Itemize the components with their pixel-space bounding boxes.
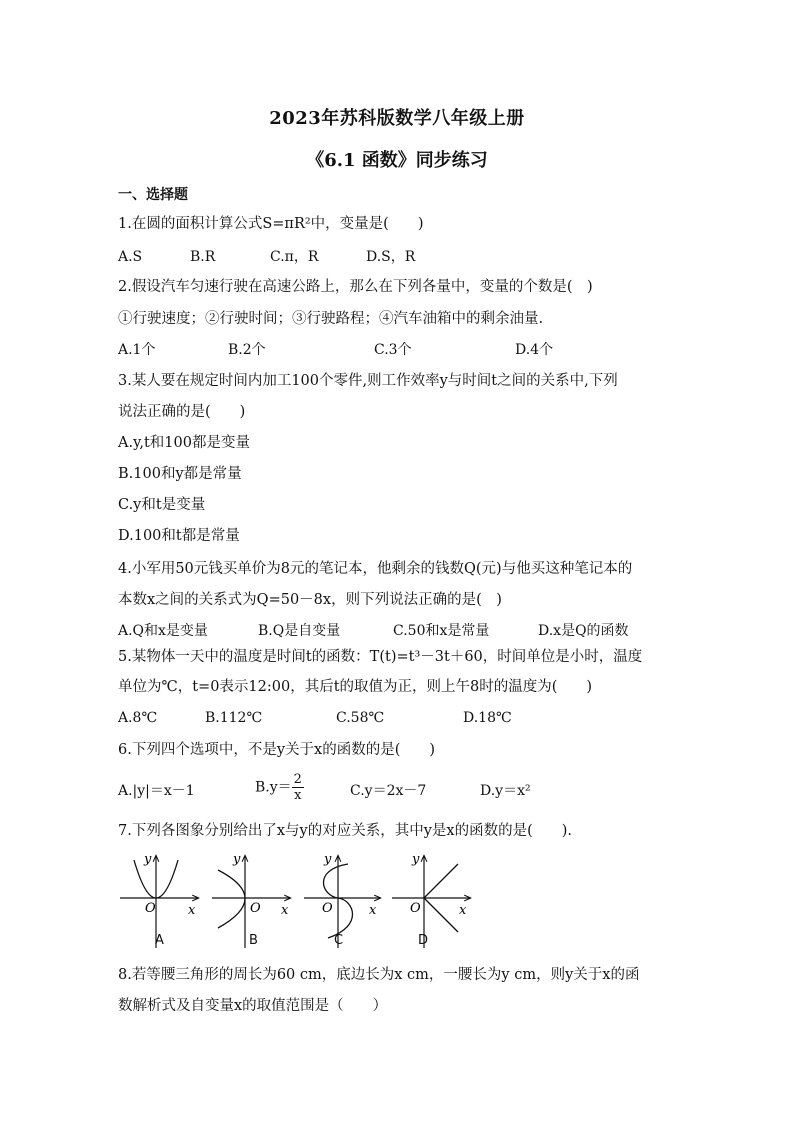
section-heading: 一、选择题 <box>118 187 188 203</box>
q6-option-b-prefix: B.y＝ <box>255 779 292 796</box>
graph-c-x-label: x <box>369 903 377 918</box>
question-7-stem: 7.下列各图象分别给出了x与y的对应关系，其中y是x的函数的是( ). <box>118 823 572 839</box>
q6-option-c: C.y＝2x－7 <box>350 783 427 799</box>
question-5-stem-line2: 单位为℃，t=0表示12:00，其后t的取值为正，则上午8时的温度为( ) <box>118 679 593 695</box>
graph-c-y-label: y <box>324 852 332 867</box>
graph-d-origin: O <box>410 901 421 916</box>
graph-a-x-label: x <box>188 903 196 918</box>
q3-option-a: A.y,t和100都是变量 <box>118 435 250 451</box>
q1-option-c: C.π，R <box>270 249 319 265</box>
graph-d-ray-down <box>424 898 458 932</box>
q1-option-b: B.R <box>190 249 216 265</box>
graph-d-ray-up <box>424 864 458 898</box>
page-title: 2023年苏科版数学八年级上册 <box>269 108 525 129</box>
graph-b-curve <box>218 870 245 928</box>
q4-option-a: A.Q和x是变量 <box>118 623 208 639</box>
q4-option-c: C.50和x是常量 <box>393 623 490 639</box>
fraction-denominator: x <box>294 788 302 803</box>
question-1-stem: 1.在圆的面积计算公式S=πR²中，变量是( ) <box>118 216 424 232</box>
graph-d <box>392 852 470 948</box>
question-2-stem: 2.假设汽车匀速行驶在高速公路上，那么在下列各量中，变量的个数是( ) <box>118 279 593 295</box>
q5-option-d: D.18℃ <box>463 710 512 726</box>
question-2-items: ①行驶速度；②行驶时间；③行驶路程；④汽车油箱中的剩余油量. <box>118 311 544 327</box>
question-3-stem-line2: 说法正确的是( ) <box>118 404 246 420</box>
question-8-stem-line1: 8.若等腰三角形的周长为60 cm，底边长为x cm，一腰长为y cm，则y关于x的函 <box>118 967 640 983</box>
q4-option-d: D.x是Q的函数 <box>538 623 629 639</box>
graph-label-c: C <box>334 933 344 948</box>
q1-option-a: A.S <box>118 249 143 265</box>
graph-label-b: B <box>249 933 258 948</box>
graph-c-origin: O <box>322 901 333 916</box>
q2-option-d: D.4个 <box>515 342 554 358</box>
q5-option-c: C.58℃ <box>336 710 385 726</box>
question-8-stem-line2: 数解析式及自变量x的取值范围是（ ） <box>118 998 388 1014</box>
question-3-stem-line1: 3.某人要在规定时间内加工100个零件,则工作效率y与时间t之间的关系中,下列 <box>118 373 618 389</box>
graph-b-origin: O <box>250 901 261 916</box>
graph-a-origin: O <box>145 901 156 916</box>
question-4-stem-line1: 4.小军用50元钱买单价为8元的笔记本，他剩余的钱数Q(元)与他买这种笔记本的 <box>118 561 633 577</box>
q3-option-b: B.100和y都是常量 <box>118 466 242 482</box>
q4-option-b: B.Q是自变量 <box>258 623 341 639</box>
graph-label-d: D <box>418 933 429 948</box>
graph-b-x-label: x <box>281 903 289 918</box>
graph-d-x-label: x <box>459 903 467 918</box>
graph-d-y-label: y <box>412 852 420 867</box>
q6-option-a: A.|y|＝x－1 <box>118 783 195 799</box>
q6-option-b <box>255 772 304 803</box>
question-6-stem: 6.下列四个选项中，不是y关于x的函数的是( ) <box>118 742 436 758</box>
graph-b-y-label: y <box>233 852 241 867</box>
q6-option-d: D.y＝x² <box>480 783 531 799</box>
page-subtitle: 《6.1 函数》同步练习 <box>306 150 488 171</box>
question-5-stem-line1: 5.某物体一天中的温度是时间t的函数：T(t)=t³－3t＋60，时间单位是小时，温度 <box>118 649 643 665</box>
q5-option-a: A.8℃ <box>118 710 158 726</box>
question-4-stem-line2: 本数x之间的关系式为Q=50－8x，则下列说法正确的是( ) <box>118 592 502 608</box>
graph-a-y-label: y <box>144 852 152 867</box>
q5-option-b: B.112℃ <box>205 710 263 726</box>
q3-option-d: D.100和t都是常量 <box>118 528 240 544</box>
fraction-numerator: 2 <box>293 772 302 787</box>
q6-option-b-fraction <box>292 772 304 803</box>
q1-option-d: D.S，R <box>366 249 416 265</box>
q2-option-a: A.1个 <box>118 342 156 358</box>
q3-option-c: C.y和t是变量 <box>118 497 206 513</box>
q2-option-b: B.2个 <box>228 342 266 358</box>
graph-label-a: A <box>155 933 164 948</box>
q2-option-c: C.3个 <box>374 342 412 358</box>
